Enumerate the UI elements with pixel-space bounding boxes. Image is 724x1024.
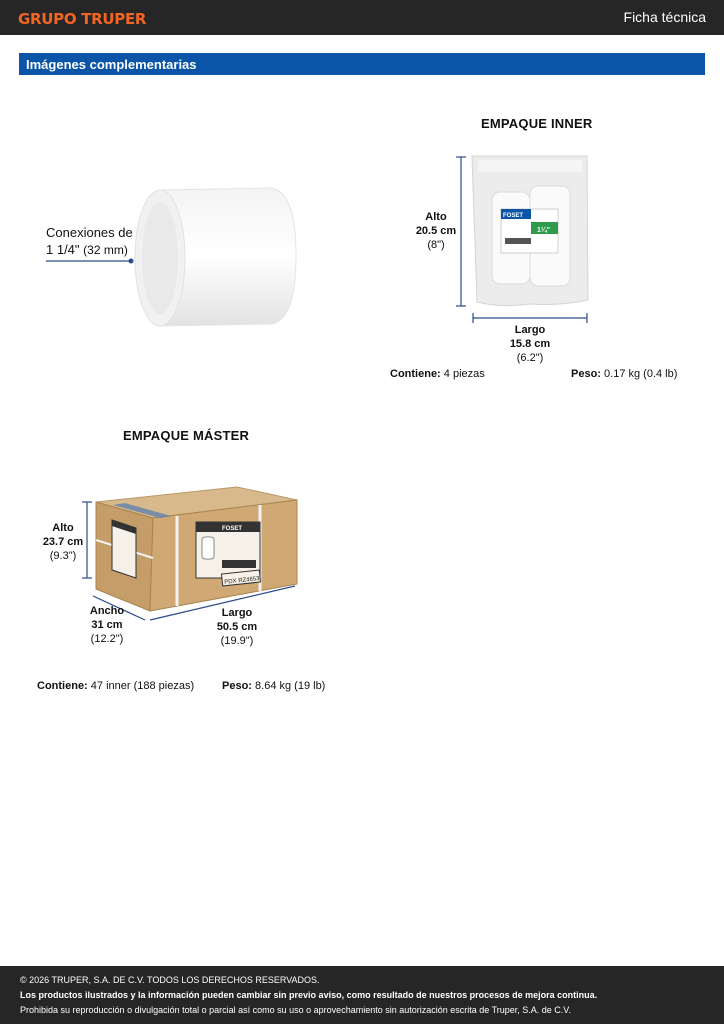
inner-label-brand: FOSET (503, 213, 524, 219)
master-length-in: (19.9") (220, 635, 254, 647)
inner-height-in: (8") (427, 239, 445, 251)
footer-copyright: © 2026 TRUPER, S.A. DE C.V. TODOS LOS DERECHOS RESERVADOS. (20, 975, 320, 985)
document-type-label: Ficha técnica (623, 9, 706, 25)
product-size: 1 1/4" (46, 242, 80, 257)
master-weight-value: 8.64 kg (19 lb) (255, 680, 326, 692)
inner-contents-label: Contiene: (390, 368, 441, 380)
master-contents-label: Contiene: (37, 680, 88, 692)
inner-package-title: EMPAQUE INNER (481, 116, 593, 131)
inner-weight-value: 0.17 kg (0.4 lb) (604, 368, 678, 380)
master-length-label: Largo (221, 607, 253, 619)
inner-length-cm: 15.8 cm (509, 338, 551, 350)
master-height-cm: 23.7 cm (42, 536, 84, 548)
section-title: Imágenes complementarias (26, 57, 197, 72)
master-height-in: (9.3") (49, 550, 77, 562)
product-size-mm: (32 mm) (83, 243, 128, 257)
master-package-title: EMPAQUE MÁSTER (123, 428, 250, 443)
inner-length-in: (6.2") (516, 352, 544, 364)
inner-height-label: Alto (425, 211, 447, 223)
footer-notice: Los productos ilustrados y la información pueden cambiar sin previo aviso, como resultado de nuestros procesos de mejora continua. (20, 990, 598, 1000)
master-weight-label: Peso: (222, 680, 252, 692)
master-width-cm: 31 cm (91, 619, 123, 631)
master-width-label: Ancho (89, 605, 125, 617)
master-width-in: (12.2") (90, 633, 124, 645)
inner-length-label: Largo (514, 324, 546, 336)
inner-contents-value: 4 piezas (443, 368, 485, 380)
master-contents (37, 679, 194, 693)
master-length-dimension (212, 606, 262, 648)
master-length-cm: 50.5 cm (216, 621, 258, 633)
inner-label-size: 1¼" (537, 227, 551, 234)
footer (0, 966, 724, 1024)
inner-weight-label: Peso: (571, 368, 601, 380)
master-contents-value: 47 inner (188 piezas) (90, 680, 195, 692)
box-code-text: PDX RZ4653 (224, 576, 260, 586)
grupo-truper-logo: GRUPO TRUPER (18, 10, 147, 28)
master-height-dimension (41, 521, 85, 563)
master-weight (222, 679, 325, 693)
footer-prohibition: Prohibida su reproducción o divulgación total o parcial así como su uso o aprovechamiento sin autorización escrita de Truper, S.A. de C.V. (20, 1005, 571, 1015)
product-name-line1: Conexiones de (46, 225, 133, 240)
inner-height-cm: 20.5 cm (415, 225, 457, 237)
master-width-dimension (85, 604, 129, 646)
master-height-label: Alto (52, 522, 74, 534)
box-brand-text: FOSET (222, 526, 243, 532)
